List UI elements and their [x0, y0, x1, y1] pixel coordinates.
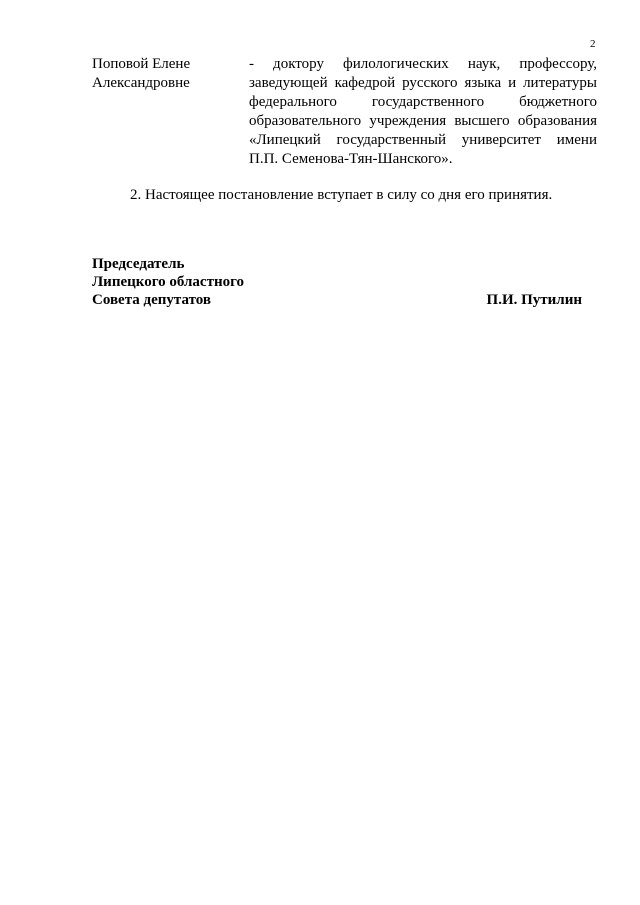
paragraph-2: 2. Настоящее постановление вступает в силу со дня его принятия.: [130, 187, 553, 203]
recipient-name-line: Александровне: [92, 75, 190, 91]
recipient-description-line: федерального государственного бюджетного: [249, 94, 597, 110]
recipient-description-line: «Липецкий государственный университет имени: [249, 132, 597, 148]
recipient-description-line: - доктору филологических наук, профессору,: [249, 56, 597, 72]
signature-position-line: Совета депутатов: [92, 292, 211, 308]
signatory-name: П.И. Путилин: [486, 292, 582, 308]
recipient-description-line: образовательного учреждения высшего образования: [249, 113, 597, 129]
recipient-description: [249, 55, 597, 169]
recipient-description-line: заведующей кафедрой русского языка и литературы: [249, 75, 597, 91]
signature-block: [92, 255, 582, 309]
recipient-name: [92, 55, 249, 169]
recipient-block: [92, 55, 597, 169]
page-number: 2: [590, 38, 596, 50]
signature-row: [92, 291, 582, 309]
recipient-description-line: П.П. Семенова-Тян-Шанского».: [249, 151, 453, 167]
signature-position-line: Председатель: [92, 256, 185, 272]
recipient-name-line: Поповой Елене: [92, 56, 191, 72]
signature-position-line: Липецкого областного: [92, 274, 245, 290]
